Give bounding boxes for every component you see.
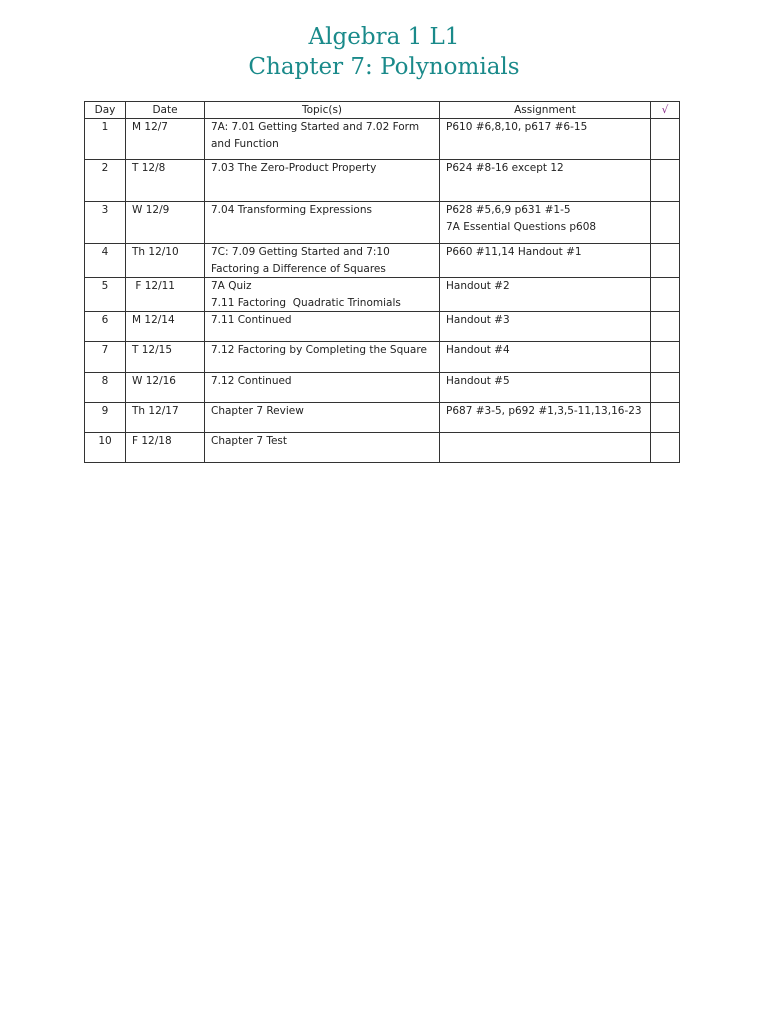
cell-check	[651, 202, 680, 244]
cell-check	[651, 342, 680, 373]
cell-day: 2	[85, 160, 126, 202]
cell-date: M 12/7	[126, 119, 205, 160]
cell-day: 9	[85, 403, 126, 433]
cell-check	[651, 433, 680, 463]
topic-line: and Function	[211, 137, 279, 150]
cell-date: Th 12/17	[126, 403, 205, 433]
header-check: √	[651, 102, 680, 119]
cell-check	[651, 278, 680, 312]
cell-date: T 12/8	[126, 160, 205, 202]
table-row	[85, 433, 680, 463]
cell-day: 1	[85, 119, 126, 160]
assignment-line: P624 #8-16 except 12	[446, 162, 564, 174]
table-row	[85, 119, 680, 160]
topic-line: 7.11 Factoring Quadratic Trinomials	[211, 296, 401, 309]
topic-line: 7A Quiz	[211, 280, 252, 292]
document-subtitle: Chapter 7: Polynomials	[248, 54, 520, 80]
cell-day: 6	[85, 312, 126, 342]
topic-line: 7A: 7.01 Getting Started and 7.02 Form	[211, 121, 420, 133]
cell-topic	[205, 160, 440, 202]
document-header	[0, 22, 768, 82]
cell-check	[651, 119, 680, 160]
cell-assignment	[440, 373, 651, 403]
topic-line: Factoring a Difference of Squares	[211, 262, 386, 275]
cell-topic	[205, 244, 440, 278]
cell-day: 3	[85, 202, 126, 244]
assignment-line: P628 #5,6,9 p631 #1-5	[446, 204, 571, 216]
topic-line: 7.12 Continued	[211, 375, 292, 387]
cell-day: 4	[85, 244, 126, 278]
cell-assignment	[440, 119, 651, 160]
assignment-line: P660 #11,14 Handout #1	[446, 246, 582, 258]
cell-date: M 12/14	[126, 312, 205, 342]
header-date: Date	[126, 102, 205, 119]
table-row	[85, 403, 680, 433]
assignment-line: 7A Essential Questions p608	[446, 220, 597, 233]
cell-topic	[205, 373, 440, 403]
cell-topic	[205, 278, 440, 312]
cell-assignment	[440, 160, 651, 202]
assignment-line: Handout #5	[446, 375, 510, 387]
cell-check	[651, 312, 680, 342]
assignment-line: Handout #3	[446, 314, 510, 326]
assignment-line: Handout #4	[446, 344, 510, 356]
topic-line: 7.12 Factoring by Completing the Square	[211, 344, 427, 356]
topic-line: 7.03 The Zero-Product Property	[211, 162, 377, 174]
cell-date: W 12/16	[126, 373, 205, 403]
cell-date: F 12/11	[126, 278, 205, 312]
topic-line: Chapter 7 Test	[211, 435, 288, 447]
header-day: Day	[85, 102, 126, 119]
cell-topic	[205, 342, 440, 373]
cell-check	[651, 160, 680, 202]
cell-date: Th 12/10	[126, 244, 205, 278]
table-row	[85, 160, 680, 202]
topic-line: Chapter 7 Review	[211, 405, 304, 417]
topic-line: 7.11 Continued	[211, 314, 292, 326]
schedule-body	[85, 119, 680, 463]
table-row	[85, 373, 680, 403]
cell-assignment	[440, 403, 651, 433]
header-assignment: Assignment	[440, 102, 651, 119]
table-row	[85, 244, 680, 278]
cell-assignment	[440, 278, 651, 312]
cell-check	[651, 244, 680, 278]
cell-day: 10	[85, 433, 126, 463]
cell-day: 8	[85, 373, 126, 403]
cell-assignment	[440, 202, 651, 244]
cell-assignment	[440, 342, 651, 373]
cell-day: 5	[85, 278, 126, 312]
cell-topic	[205, 433, 440, 463]
cell-date: W 12/9	[126, 202, 205, 244]
assignment-line: Handout #2	[446, 280, 510, 292]
cell-topic	[205, 403, 440, 433]
assignment-line: P687 #3-5, p692 #1,3,5-11,13,16-23	[446, 405, 642, 417]
topic-line: 7C: 7.09 Getting Started and 7:10	[211, 246, 390, 258]
table-header-row	[85, 102, 680, 119]
assignment-line: P610 #6,8,10, p617 #6-15	[446, 121, 588, 133]
table-row	[85, 202, 680, 244]
cell-assignment	[440, 433, 651, 463]
topic-line: 7.04 Transforming Expressions	[211, 204, 372, 216]
cell-day: 7	[85, 342, 126, 373]
cell-topic	[205, 312, 440, 342]
cell-topic	[205, 119, 440, 160]
cell-date: T 12/15	[126, 342, 205, 373]
table-row	[85, 312, 680, 342]
table-row	[85, 278, 680, 312]
table-row	[85, 342, 680, 373]
header-topics: Topic(s)	[205, 102, 440, 119]
cell-check	[651, 403, 680, 433]
schedule-table	[84, 101, 680, 463]
document-title: Algebra 1 L1	[308, 24, 460, 50]
cell-topic	[205, 202, 440, 244]
cell-date: F 12/18	[126, 433, 205, 463]
cell-assignment	[440, 244, 651, 278]
cell-assignment	[440, 312, 651, 342]
cell-check	[651, 373, 680, 403]
